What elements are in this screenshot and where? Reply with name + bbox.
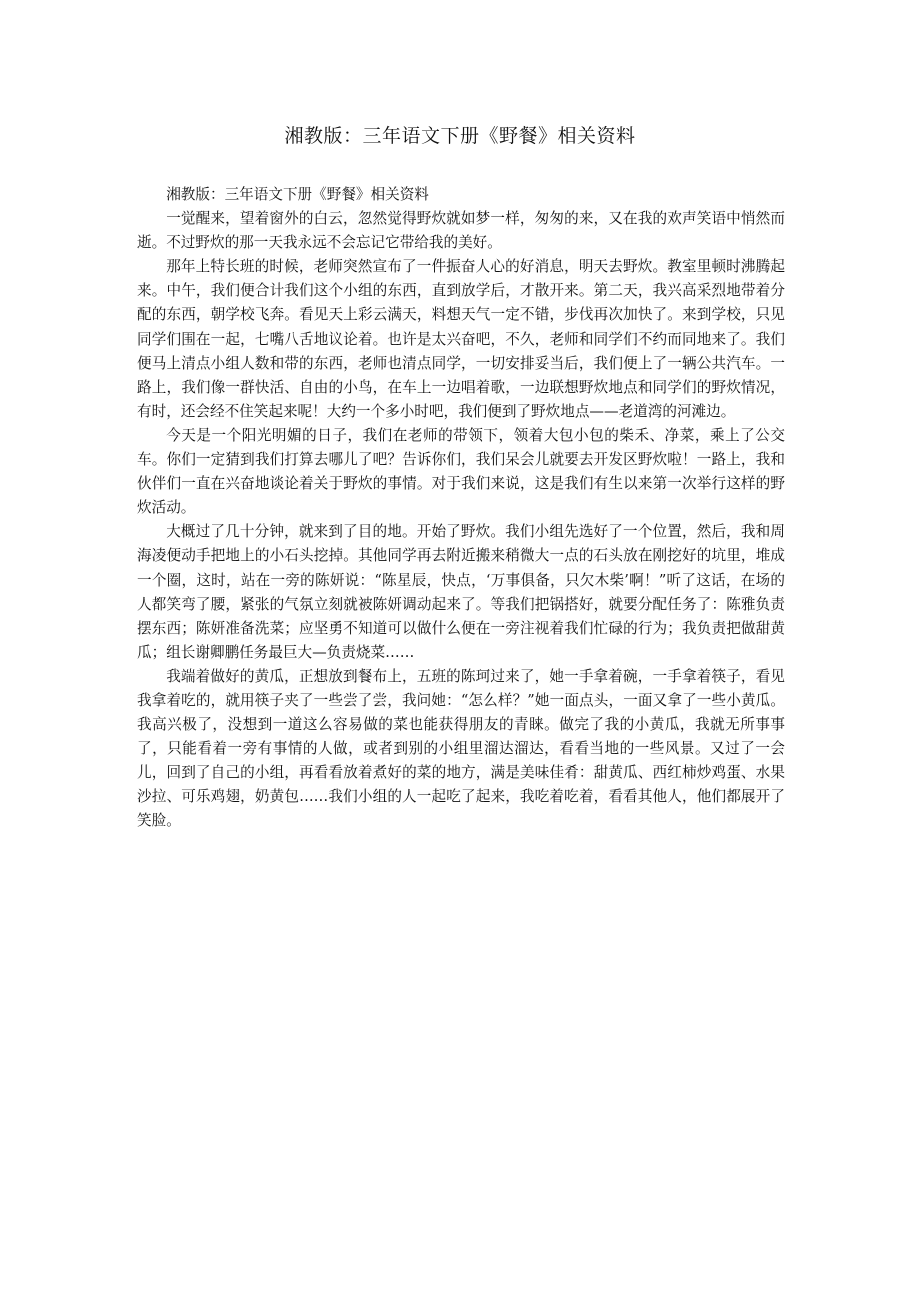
paragraph: 那年上特长班的时候，老师突然宣布了一件振奋人心的好消息，明天去野炊。教室里顿时沸腾起来。中午，我们便合计我们这个小组的东西，直到放学后，才散开来。第二天，我兴高采烈地带着分配的东西，朝学校飞奔。看见天上彩云满天，料想天气一定不错，步伐再次加快了。来到学校，只见同学们围在一起，七嘴八舌地议论着。也许是太兴奋吧，不久，老师和同学们不约而同地来了。我们便马上清点小组人数和带的东西，老师也清点同学，一切安排妥当后，我们便上了一辆公共汽车。一路上，我们像一群快活、自由的小鸟，在车上一边唱着歌，一边联想野炊地点和同学们的野炊情况，有时，还会经不住笑起来呢！大约一个多小时吧，我们便到了野炊地点——老道湾的河滩边。 — [137, 258, 785, 420]
paragraph: 一觉醒来，望着窗外的白云，忽然觉得野炊就如梦一样，匆匆的来，又在我的欢声笑语中悄然而逝。不过野炊的那一天我永远不会忘记它带给我的美好。 — [137, 210, 785, 252]
paragraph-subtitle: 湘教版：三年语文下册《野餐》相关资料 — [166, 186, 429, 203]
paragraph: 大概过了几十分钟，就来到了目的地。开始了野炊。我们小组先选好了一个位置，然后，我和周海凌便动手把地上的小石头挖掉。其他同学再去附近搬来稍微大一点的石头放在刚挖好的坑里，堆成一个圈，这时，站在一旁的陈妍说：“陈星辰，快点，‘万事俱备，只欠木柴’啊！”听了这话，在场的人都笑弯了腰，紧张的气氛立刻就被陈妍调动起来了。等我们把锅搭好，就要分配任务了：陈雅负责摆东西；陈妍准备洗菜；应坚勇不知道可以做什么便在一旁注视着我们忙碌的行为；我负责把做甜黄瓜；组长谢卿鹏任务最巨大—负责烧菜…… — [137, 523, 785, 661]
document-body — [137, 183, 785, 834]
paragraph: 我端着做好的黄瓜，正想放到餐布上，五班的陈珂过来了，她一手拿着碗，一手拿着筷子，看见我拿着吃的，就用筷子夹了一些尝了尝，我问她：“怎么样？”她一面点头，一面又拿了一些小黄瓜。我高兴极了，没想到一道这么容易做的菜也能获得朋友的青睐。做完了我的小黄瓜，我就无所事事了，只能看着一旁有事情的人做，或者到别的小组里溜达溜达，看看当地的一些风景。又过了一会儿，回到了自己的小组，再看看放着煮好的菜的地方，满是美味佳肴：甜黄瓜、西红柿炒鸡蛋、水果沙拉、可乐鸡翅，奶黄包……我们小组的人一起吃了起来，我吃着吃着，看看其他人，他们都展开了笑脸。 — [137, 667, 785, 830]
document-title: 湘教版：三年语文下册《野餐》相关资料 — [284, 125, 636, 147]
paragraph: 今天是一个阳光明媚的日子，我们在老师的带领下，领着大包小包的柴禾、净菜，乘上了公交车。你们一定猜到我们打算去哪儿了吧？告诉你们，我们呆会儿就要去开发区野炊啦！一路上，我和伙伴们一直在兴奋地谈论着关于野炊的事情。对于我们来说，这是我们有生以来第一次举行这样的野炊活动。 — [137, 426, 785, 517]
